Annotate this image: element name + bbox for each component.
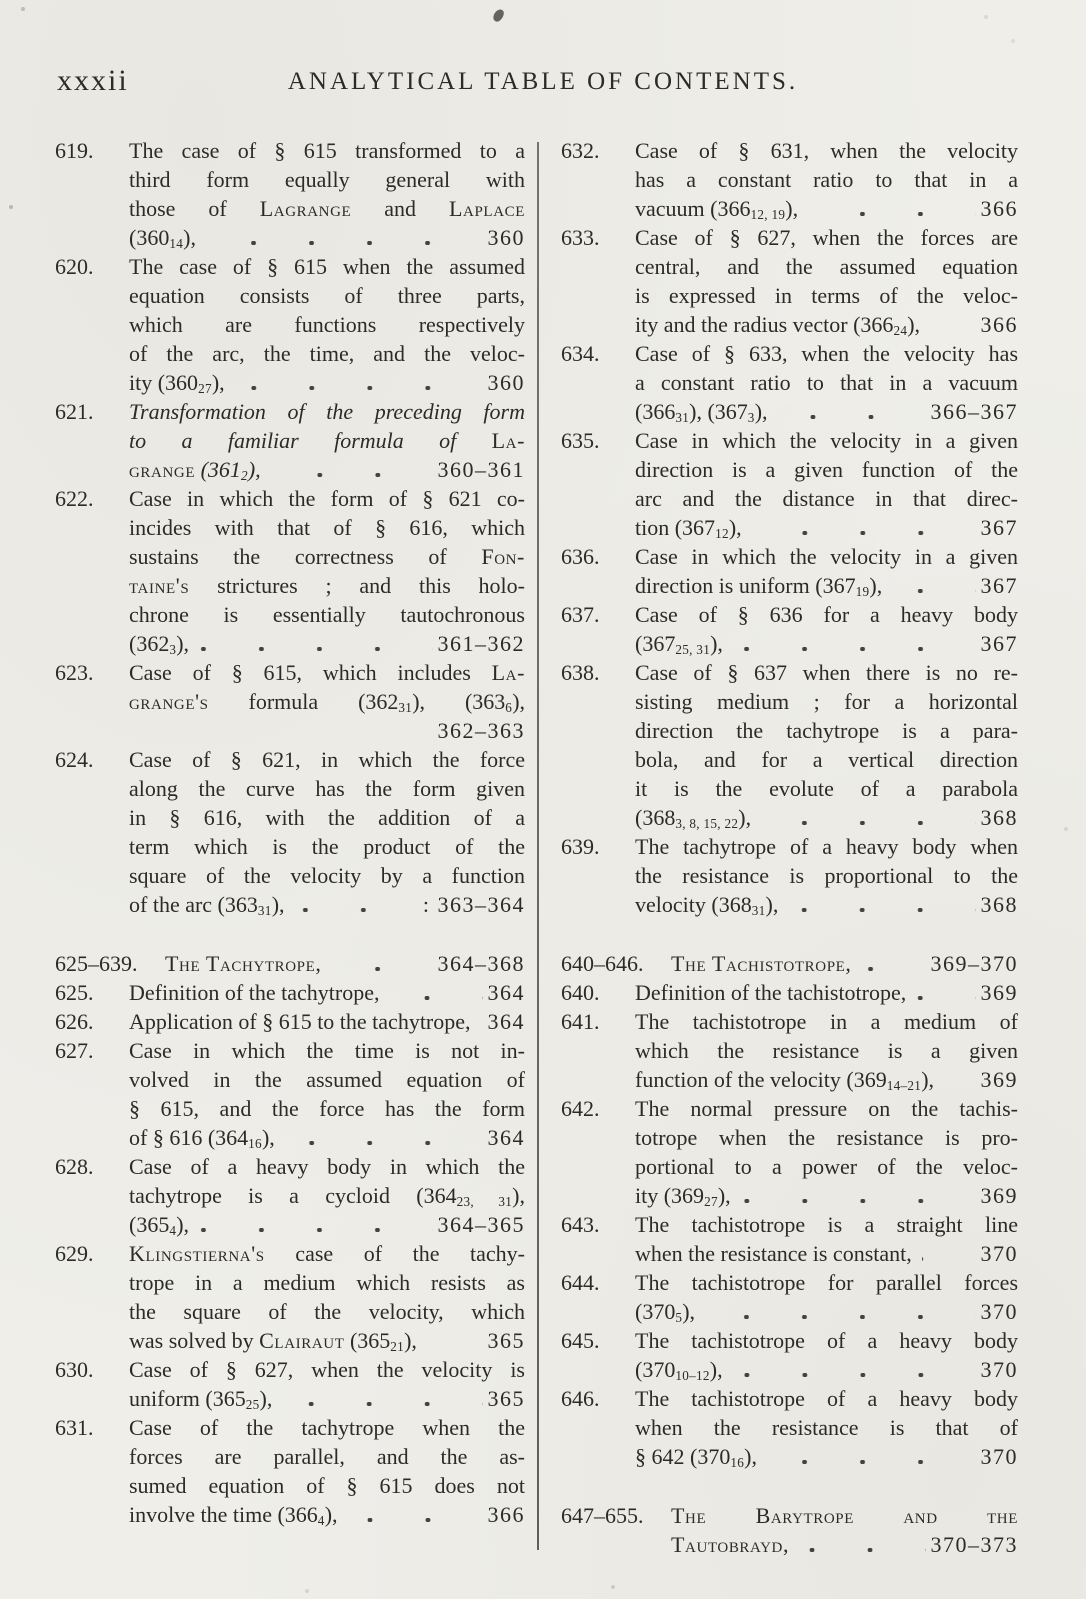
entry-text-line: has a constant ratio to that in a [635,167,1018,192]
entry-text-line: arc and the distance in that direc- [635,486,1018,511]
page-ref: 368 [980,805,1018,830]
entry-text-line: bola, and for a vertical direction [635,747,1018,772]
toc-entry [561,658,1018,832]
toc-entry [561,426,1018,542]
entry-text-line: is expressed in terms of the veloc- [635,283,1018,308]
entry-last-line [635,890,1018,919]
entry-last-line [635,397,1018,426]
entry-text-line: trope in a medium which resists as [129,1270,525,1295]
line-number-subscript: 31 [257,902,272,918]
line-number-subscript: 19 [855,583,870,599]
entry-text-line: Klingstierna's case of the tachy- [129,1241,525,1266]
entry-last-line [129,455,525,484]
small-caps-text: The Tachytrope [165,951,316,976]
entry-text: grange $(361_2)$, [129,457,261,483]
small-caps-text: La- [491,660,525,685]
entry-last-line [129,1210,525,1239]
entry-text-line: The tachistotrope of a heavy body [635,1386,1018,1411]
entry-number: 625–639. [55,951,138,976]
page-ref: 368 [980,892,1018,917]
entry-number: 641. [561,1009,600,1034]
dot-leader [139,734,433,738]
page-ref: 370–373 [930,1532,1018,1557]
entry-text-line: direction is a given function of the [635,457,1018,482]
entry-number: 631. [55,1415,94,1440]
dot-leader [752,531,976,535]
small-caps-text: Clairaut [259,1328,345,1353]
entry-number: 630. [55,1357,94,1382]
entry-last-line [129,716,525,745]
line-number-subscript: 6 [505,699,513,715]
line-number-subscript: 27 [704,1193,718,1209]
dot-leader [389,996,482,1000]
entry-text-line: the resistance is proportional to the [635,863,1018,888]
entry-text-line: Case in which the velocity in a given [635,544,1018,569]
line-number-subscript: 3 [747,409,755,425]
page-ref: 364 [487,1009,525,1034]
entry-text-line: which the resistance is a given [635,1038,1018,1063]
entry-last-line [165,949,525,978]
line-number-subscript: 25 [245,1396,260,1412]
entry-text: The Tachistotrope, [671,951,851,976]
entry-text-line: Case of § 631, when the velocity [635,138,1018,163]
entry-text: $(360_{14})$, [129,225,196,251]
entry-last-line [129,223,525,252]
entry-text: of § 616 $(364_{16})$, [129,1125,275,1151]
page-ref: 366 [487,1502,525,1527]
entry-text: Application of § 615 to the tachytrope, [129,1009,471,1034]
entry-text: $(370_{10-12})$, [635,1357,723,1383]
line-number-subscript: 4 [317,1512,325,1528]
entry-text-line: grange's formula $(362_{31})$, $(363_6)$, [129,689,526,715]
toc-entry [561,542,1018,600]
page-ref: 367 [980,573,1018,598]
toc-entry [55,1152,525,1239]
small-caps-text: grange [129,457,196,482]
dot-leader [808,212,975,216]
page-ref: 360 [487,225,525,250]
page-ref: 369–370 [930,951,1018,976]
entry-text: was solved by Clairaut $(365_{21})$, [129,1328,417,1354]
toc-entry [561,832,1018,919]
entry-text-line: sumed equation of § 615 does not [129,1473,525,1498]
page-ref: 367 [980,631,1018,656]
toc-entry [561,600,1018,658]
folio-number: xxxii [57,64,129,97]
toc-entry [55,1413,525,1529]
entry-number: 642. [561,1096,600,1121]
entry-last-line [635,571,1018,600]
entry-text-line: equation consists of three parts, [129,283,525,308]
line-number-subscript: 31 [675,409,690,425]
line-number-subscript: 24 [893,322,908,338]
entry-text-line: a constant ratio to that in a vacuum [635,370,1018,395]
entry-text-line: direction the tachytrope is a para- [635,718,1018,743]
line-number-subscript: 27 [198,380,212,396]
line-number-subscript: 14 [169,235,184,251]
line-number-subscript: 14–21 [886,1077,922,1093]
entry-text-line: in § 616, with the addition of a [129,805,525,830]
entry-text-line: term which is the product of the [129,834,525,859]
entry-text: § 642 $(370_{16})$, [635,1444,757,1470]
entry-last-line [129,890,525,919]
toc-entry [55,1036,525,1152]
toc-entry [561,223,1018,339]
entry-number: 647–655. [561,1503,644,1528]
entry-last-line [635,1239,1018,1268]
entry-number: 643. [561,1212,600,1237]
small-caps-text: Klingstierna's [129,1241,265,1266]
line-number-subscript: 5 [675,1309,683,1325]
dot-leader [348,1518,483,1522]
small-caps-text: The Tachistotrope [671,951,846,976]
entry-last-line [129,1007,525,1036]
dot-leader [295,908,418,912]
entry-text-line: volved in the assumed equation of [129,1067,525,1092]
dot-leader [199,1228,432,1232]
dot-leader [892,589,975,593]
dot-leader [199,647,432,651]
page-ref: 364–365 [437,1212,525,1237]
dot-leader [916,996,975,1000]
entry-last-line [635,803,1018,832]
entry-last-line [635,1442,1018,1471]
toc-column-left [55,136,525,1529]
toc-entry [55,484,525,658]
entry-number: 621. [55,399,94,424]
dot-leader [206,241,483,245]
entry-last-line [129,629,525,658]
dot-leader [741,1199,976,1203]
entry-text: Tautobrayd, [671,1532,789,1557]
line-number-subscript: 31 [751,902,766,918]
entry-text-line: portional to a power of the veloc- [635,1154,1018,1179]
page-ref: : 363–364 [422,892,525,917]
toc-entry [561,978,1018,1007]
toc-entry [55,978,525,1007]
entry-number: 625. [55,980,94,1005]
entry-number: 620. [55,254,94,279]
entry-last-line [129,978,525,1007]
dot-leader [235,386,483,390]
entry-text-line: third form equally general with [129,167,525,192]
entry-text-line: totrope when the resistance is pro- [635,1125,1018,1150]
entry-number: 635. [561,428,600,453]
entry-text-line [671,1501,1018,1530]
entry-number: 633. [561,225,600,250]
entry-number: 646. [561,1386,600,1411]
page-title: ANALYTICAL TABLE OF CONTENTS. [287,68,799,95]
toc-section-heading [561,949,1018,978]
entry-number: 634. [561,341,600,366]
entry-text-line: incides with that of § 616, which [129,515,525,540]
entry-text-line: The tachistotrope in a medium of [635,1009,1018,1034]
page-ref: 366 [980,196,1018,221]
line-number-subscript: 4 [169,1222,177,1238]
entry-text: Definition of the tachytrope, [129,980,380,1005]
entry-last-line [635,1297,1018,1326]
toc-entry [55,1239,525,1355]
entry-text-line: of the arc, the time, and the veloc- [129,341,525,366]
entry-last-line [635,1181,1018,1210]
entry-text: ity $(360_{27})$, [129,370,225,396]
entry-number: 636. [561,544,600,569]
entry-last-line [129,1123,525,1152]
entry-text-line: The tachytrope of a heavy body when [635,834,1018,859]
small-caps-text: La- [491,428,525,453]
toc-entry [55,252,525,397]
line-number-subscript: 3 [169,641,177,657]
entry-text-line: The tachistotrope of a heavy body [635,1328,1018,1353]
line-number-subscript: 2 [240,467,248,483]
entry-text-line: Case of § 621, in which the force [129,747,525,772]
entry-text-line: those of Lagrange and Laplace [129,196,525,221]
entry-number: 622. [55,486,94,511]
entry-text-line: The case of § 615 transformed to a [129,138,525,163]
entry-text: uniform $(365_{25})$, [129,1386,273,1412]
entry-text-line: chrone is essentially tautochronous [129,602,525,627]
entry-last-line [635,310,1018,339]
toc-section-heading [55,949,525,978]
page-ref: 367 [980,515,1018,540]
entry-text-line: taine's strictures ; and this holo- [129,573,525,598]
entry-text-line: Case of the tachytrope when the [129,1415,525,1440]
page-ref: 370 [980,1299,1018,1324]
small-caps-text: taine's [129,573,190,598]
entry-last-line [635,513,1018,542]
line-number-subscript: 12, 19 [750,206,786,222]
toc-entry [55,658,525,745]
entry-text-line: Case of § 627, when the forces are [635,225,1018,250]
dot-leader [788,908,975,912]
small-caps-text: grange's [129,689,209,714]
toc-entry [561,1094,1018,1210]
entry-text-line: Case of § 636 for a heavy body [635,602,1018,627]
entry-text-line: tachytrope is a cycloid $(364_{23, 31})$, [129,1183,525,1209]
page-ref: 369 [980,980,1018,1005]
page-ref: 370 [980,1444,1018,1469]
toc-entry [561,1210,1018,1268]
entry-text-line: Transformation of the preceding form [129,399,525,424]
page-ref: 366 [980,312,1018,337]
entry-text-line: Case in which the velocity in a given [635,428,1018,453]
entry-text-line: it is the evolute of a parabola [635,776,1018,801]
toc-entry [55,745,525,919]
dot-leader [778,415,926,419]
entry-text: involve the time $(366_4)$, [129,1502,338,1528]
small-caps-text: The Barytrope and the [671,1503,1018,1528]
small-caps-text: Tautobrayd [671,1532,783,1557]
page-ref: 364 [487,980,525,1005]
entry-number: 638. [561,660,600,685]
dot-leader [930,328,975,332]
entry-text: vacuum $(366_{12, 19})$, [635,196,799,222]
column-divider [537,142,539,1550]
entry-text: Definition of the tachistotrope, [635,980,907,1005]
entry-text-line: Case of § 633, when the velocity has [635,341,1018,366]
line-number-subscript: 10–12 [675,1367,710,1383]
line-number-subscript: 23, 31 [456,1193,513,1209]
small-caps-text: Lagrange [259,196,352,221]
entry-last-line [671,1530,1018,1559]
entry-number: 629. [55,1241,94,1266]
entry-text: $(365_4)$, [129,1212,190,1238]
dot-leader [798,1548,925,1552]
entry-text-line: along the curve has the form given [129,776,525,801]
entry-last-line [635,629,1018,658]
entry-text: tion $(367_{12})$, [635,515,742,541]
entry-text-line: when the resistance is that of [635,1415,1018,1440]
page-ref: 364 [487,1125,525,1150]
page-ref: 365 [487,1328,525,1353]
entry-number: 628. [55,1154,94,1179]
entry-text: ity and the radius vector $(366_{24})$, [635,312,921,338]
dot-leader [705,1315,975,1319]
entry-last-line [129,1326,525,1355]
toc-entry [561,136,1018,223]
line-number-subscript: 3, 8, 15, 22 [675,815,739,831]
entry-number: 619. [55,138,94,163]
toc-section-heading [561,1501,1018,1559]
entry-text: ity $(369_{27})$, [635,1183,731,1209]
entry-text-line: The normal pressure on the tachis- [635,1096,1018,1121]
entry-text-line: The tachistotrope is a straight line [635,1212,1018,1237]
entry-number: 624. [55,747,94,772]
line-number-subscript: 16 [248,1135,262,1151]
entry-text: $(368_{3, 8, 15, 22})$, [635,805,752,831]
page-ref: 361–362 [437,631,525,656]
entry-number: 623. [55,660,94,685]
dot-leader [944,1083,975,1087]
entry-text: $(362_3)$, [129,631,190,657]
page-ref: 370 [980,1241,1018,1266]
toc-entry [55,1355,525,1413]
scan-noise [0,0,2,2]
dot-leader [481,1025,483,1029]
toc-entry [561,1384,1018,1471]
entry-last-line [129,368,525,397]
entry-text-line: forces are parallel, and the as- [129,1444,525,1469]
entry-text-line: Case of § 637 when there is no re- [635,660,1018,685]
dot-leader [761,821,975,825]
page-ref: 360–361 [437,457,525,482]
entry-text: $(366_{31})$, $(367_3)$, [635,399,768,425]
entry-text-line: Case in which the form of § 621 co- [129,486,525,511]
small-caps-text: Laplace [449,196,525,221]
entry-text-line: central, and the assumed equation [635,254,1018,279]
entry-number: 644. [561,1270,600,1295]
dot-leader [285,1141,483,1145]
line-number-subscript: 25, 31 [675,641,711,657]
page-ref: 360 [487,370,525,395]
toc-entry [561,339,1018,426]
entry-text: The Tachytrope, [165,951,321,976]
page-ref: 362–363 [437,718,525,743]
toc-entry [55,136,525,252]
entry-text-line: sisting medium ; for a horizontal [635,689,1018,714]
dot-leader [733,647,976,651]
entry-text-line: Case of a heavy body in which the [129,1154,525,1179]
entry-text-line: sustains the correctness of Fon- [129,544,525,569]
entry-last-line [129,1500,525,1529]
entry-last-line [635,194,1018,223]
line-number-subscript: 12 [715,525,729,541]
page-ref: 365 [487,1386,525,1411]
entry-last-line [635,1355,1018,1384]
toc-entry [561,1326,1018,1384]
entry-text: $(370_5)$, [635,1299,696,1325]
entry-last-line [129,1384,525,1413]
entry-text-line: Case of § 627, when the velocity is [129,1357,525,1382]
entry-text-line: Case of § 615, which includes La- [129,660,525,685]
page-ref: 369 [980,1183,1018,1208]
page-ref: 364–368 [437,951,525,976]
entry-number: 637. [561,602,600,627]
entry-text-line: The case of § 615 when the assumed [129,254,525,279]
dot-leader [427,1344,483,1348]
entry-number: 645. [561,1328,600,1353]
toc-entry [55,1007,525,1036]
entry-text-line: which are functions respectively [129,312,525,337]
dot-leader [861,967,926,971]
entry-text-line: § 615, and the force has the form [129,1096,525,1121]
small-caps-text: Fon- [481,544,525,569]
entry-text-line: Case in which the time is not in- [129,1038,525,1063]
entry-text: $(367_{25, 31})$, [635,631,723,657]
entry-number: 632. [561,138,600,163]
entry-number: 626. [55,1009,94,1034]
dot-leader [733,1373,976,1377]
entry-last-line [671,949,1018,978]
line-number-subscript: 16 [730,1454,745,1470]
ink-speck [492,8,506,24]
entry-text: function of the velocity $(369_{14-21})$, [635,1067,935,1093]
entry-text-line: The tachistotrope for parallel forces [635,1270,1018,1295]
dot-leader [331,967,433,971]
entry-number: 627. [55,1038,94,1063]
dot-leader [922,1257,976,1261]
entry-text: velocity $(368_{31})$, [635,892,779,918]
page-ref: 369 [980,1067,1018,1092]
toc-entry [561,1007,1018,1094]
line-number-subscript: 31 [398,699,413,715]
page-ref: 370 [980,1357,1018,1382]
line-number-subscript: 21 [390,1338,405,1354]
entry-number: 639. [561,834,600,859]
entry-text-line: to a familiar formula of La- [129,428,525,453]
entry-text: of the arc $(363_{31})$, [129,892,285,918]
entry-last-line [635,1065,1018,1094]
entry-last-line [635,978,1018,1007]
dot-leader [767,1460,976,1464]
toc-entry [561,1268,1018,1326]
entry-text-line: the square of the velocity, which [129,1299,525,1324]
entry-text: direction is uniform $(367_{19})$, [635,573,883,599]
entry-number: 640. [561,980,600,1005]
toc-column-right [561,136,1018,1559]
entry-text-line: square of the velocity by a function [129,863,525,888]
entry-number: 640–646. [561,951,644,976]
dot-leader [271,473,433,477]
toc-entry [55,397,525,484]
dot-leader [282,1402,482,1406]
entry-text: when the resistance is constant, [635,1241,912,1266]
page-ref: 366–367 [930,399,1018,424]
